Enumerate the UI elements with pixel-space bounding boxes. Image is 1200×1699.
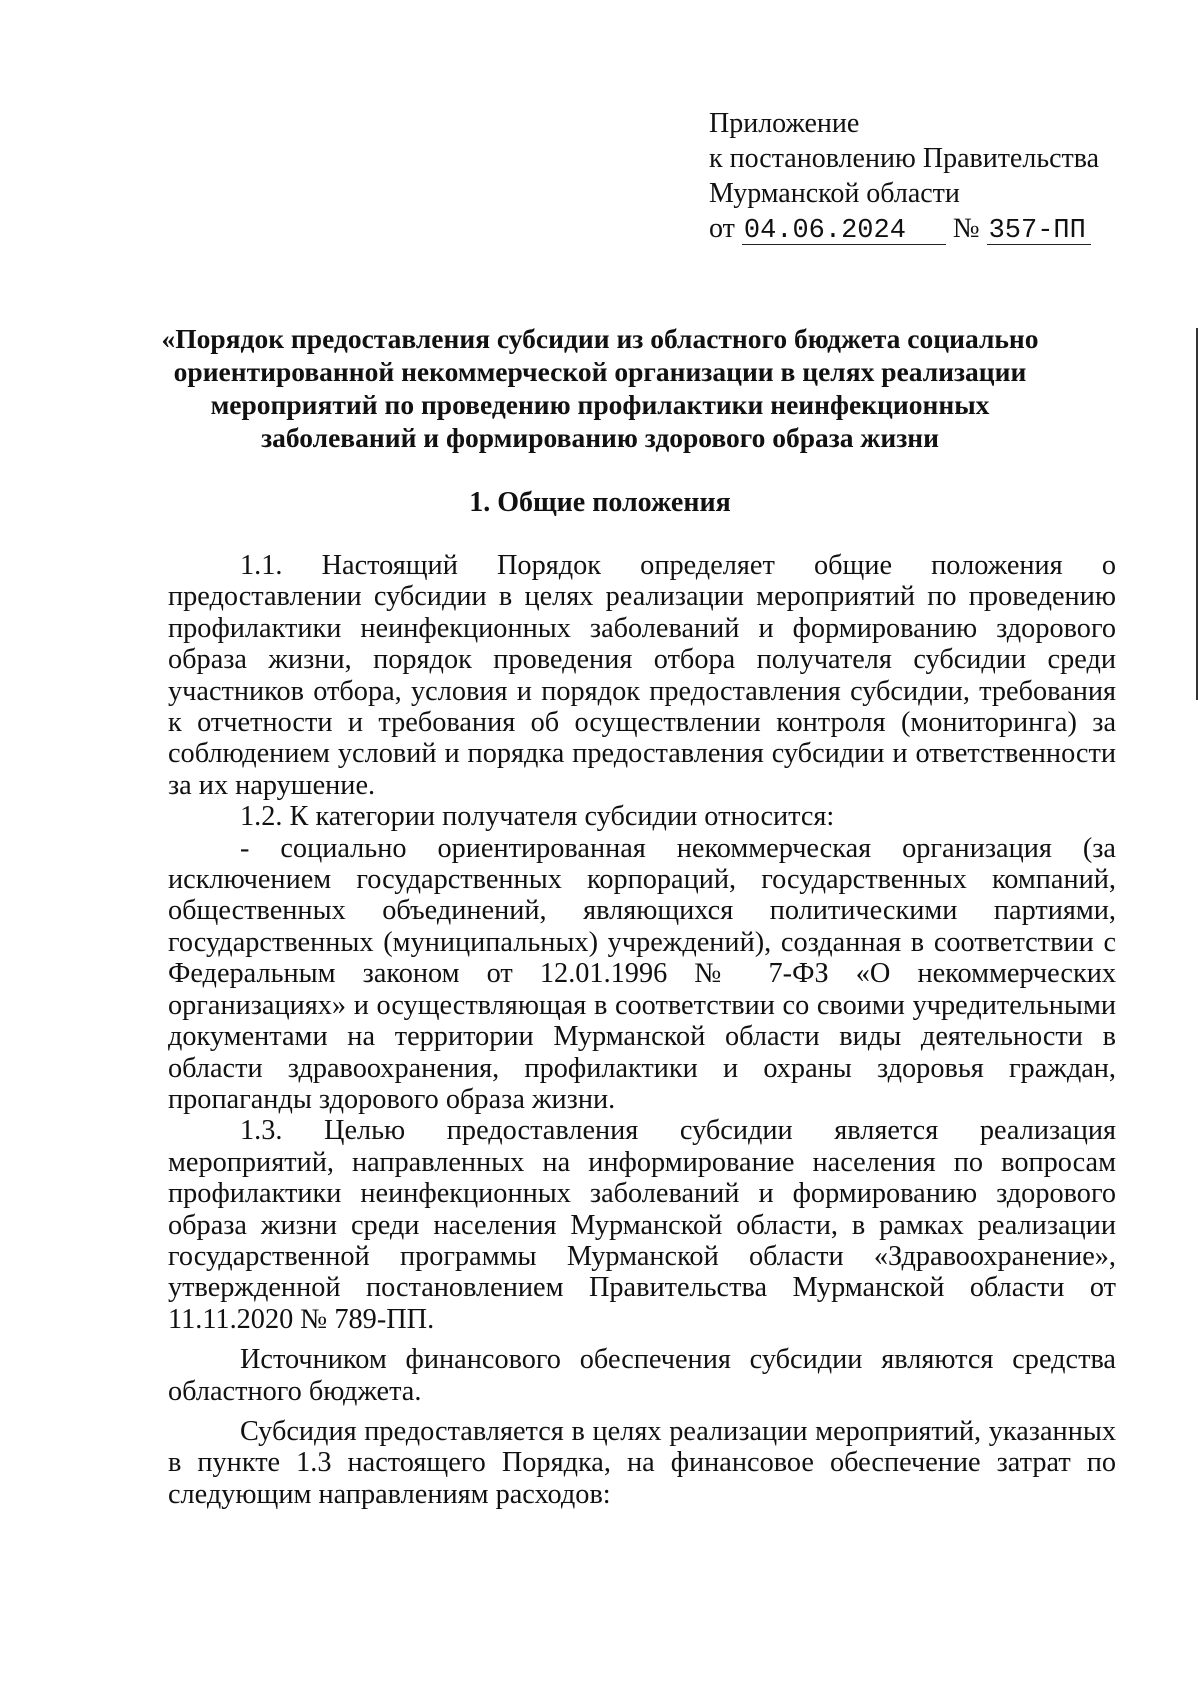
appendix-line-1: Приложение: [709, 108, 860, 139]
document-number: 357-ПП: [987, 218, 1091, 245]
number-prefix: №: [952, 213, 980, 244]
paragraph-funding-source: Источником финансового обеспечения субсидии являются средства областного бюджета.: [168, 1344, 1116, 1407]
document-body: [168, 550, 1116, 1510]
paragraph-category: - социально ориентированная некоммерческая организация (за исключением государственных корпораций, государственных компаний, общественных объединений, являющихся политическими партиями, государственных (муниципальных) учреждений), созданная в соответствии с Федеральным законом от 12.01.1996 № 7-ФЗ «О некоммерческих организациях» и осуществляющая в соответствии со своими учредительными документами на территории Мурманской области виды деятельности в области здравоохранения, профилактики и охраны здоровья граждан, пропаганды здорового образа жизни.: [168, 832, 1116, 1115]
paragraph-1-2: 1.2. К категории получателя субсидии относится:: [240, 801, 835, 833]
appendix-line-2: к постановлению Правительства: [709, 143, 1100, 174]
appendix-date-line: [709, 211, 1099, 246]
section-heading: 1. Общие положения: [469, 487, 731, 518]
document-title: «Порядок предоставления субсидии из областного бюджета социально ориентированной некоммерческой организации в целях реализации мероприятий по проведению профилактики неинфекционных заболеваний и формированию здорового образа жизни: [161, 323, 1039, 453]
appendix-header: [709, 106, 1099, 246]
date-prefix: от: [709, 213, 735, 244]
document-date: 04.06.2024: [742, 218, 946, 245]
scan-edge-line: [1196, 328, 1198, 700]
paragraph-1-3: 1.3. Целью предоставления субсидии является реализация мероприятий, направленных на информирование населения по вопросам профилактики неинфекционных заболеваний и формированию здорового образа жизни среди населения Мурманской области, в рамках реализации государственной программы Мурманской области «Здравоохранение», утвержденной постановлением Правительства Мурманской области от 11.11.2020 № 789-ПП.: [168, 1115, 1116, 1335]
appendix-line-3: Мурманской области: [709, 178, 960, 209]
paragraph-expense-directions: Субсидия предоставляется в целях реализации мероприятий, указанных в пункте 1.3 настоящего Порядка, на финансовое обеспечение затрат по следующим направлениям расходов:: [168, 1415, 1116, 1510]
paragraph-1-1: 1.1. Настоящий Порядок определяет общие положения о предоставлении субсидии в целях реализации мероприятий по проведению профилактики неинфекционных заболеваний и формированию здорового образа жизни, порядок проведения отбора получателя субсидии среди участников отбора, условия и порядок предоставления субсидии, требования к отчетности и требования об осуществлении контроля (мониторинга) за соблюдением условий и порядка предоставления субсидии и ответственности за их нарушение.: [168, 550, 1116, 801]
